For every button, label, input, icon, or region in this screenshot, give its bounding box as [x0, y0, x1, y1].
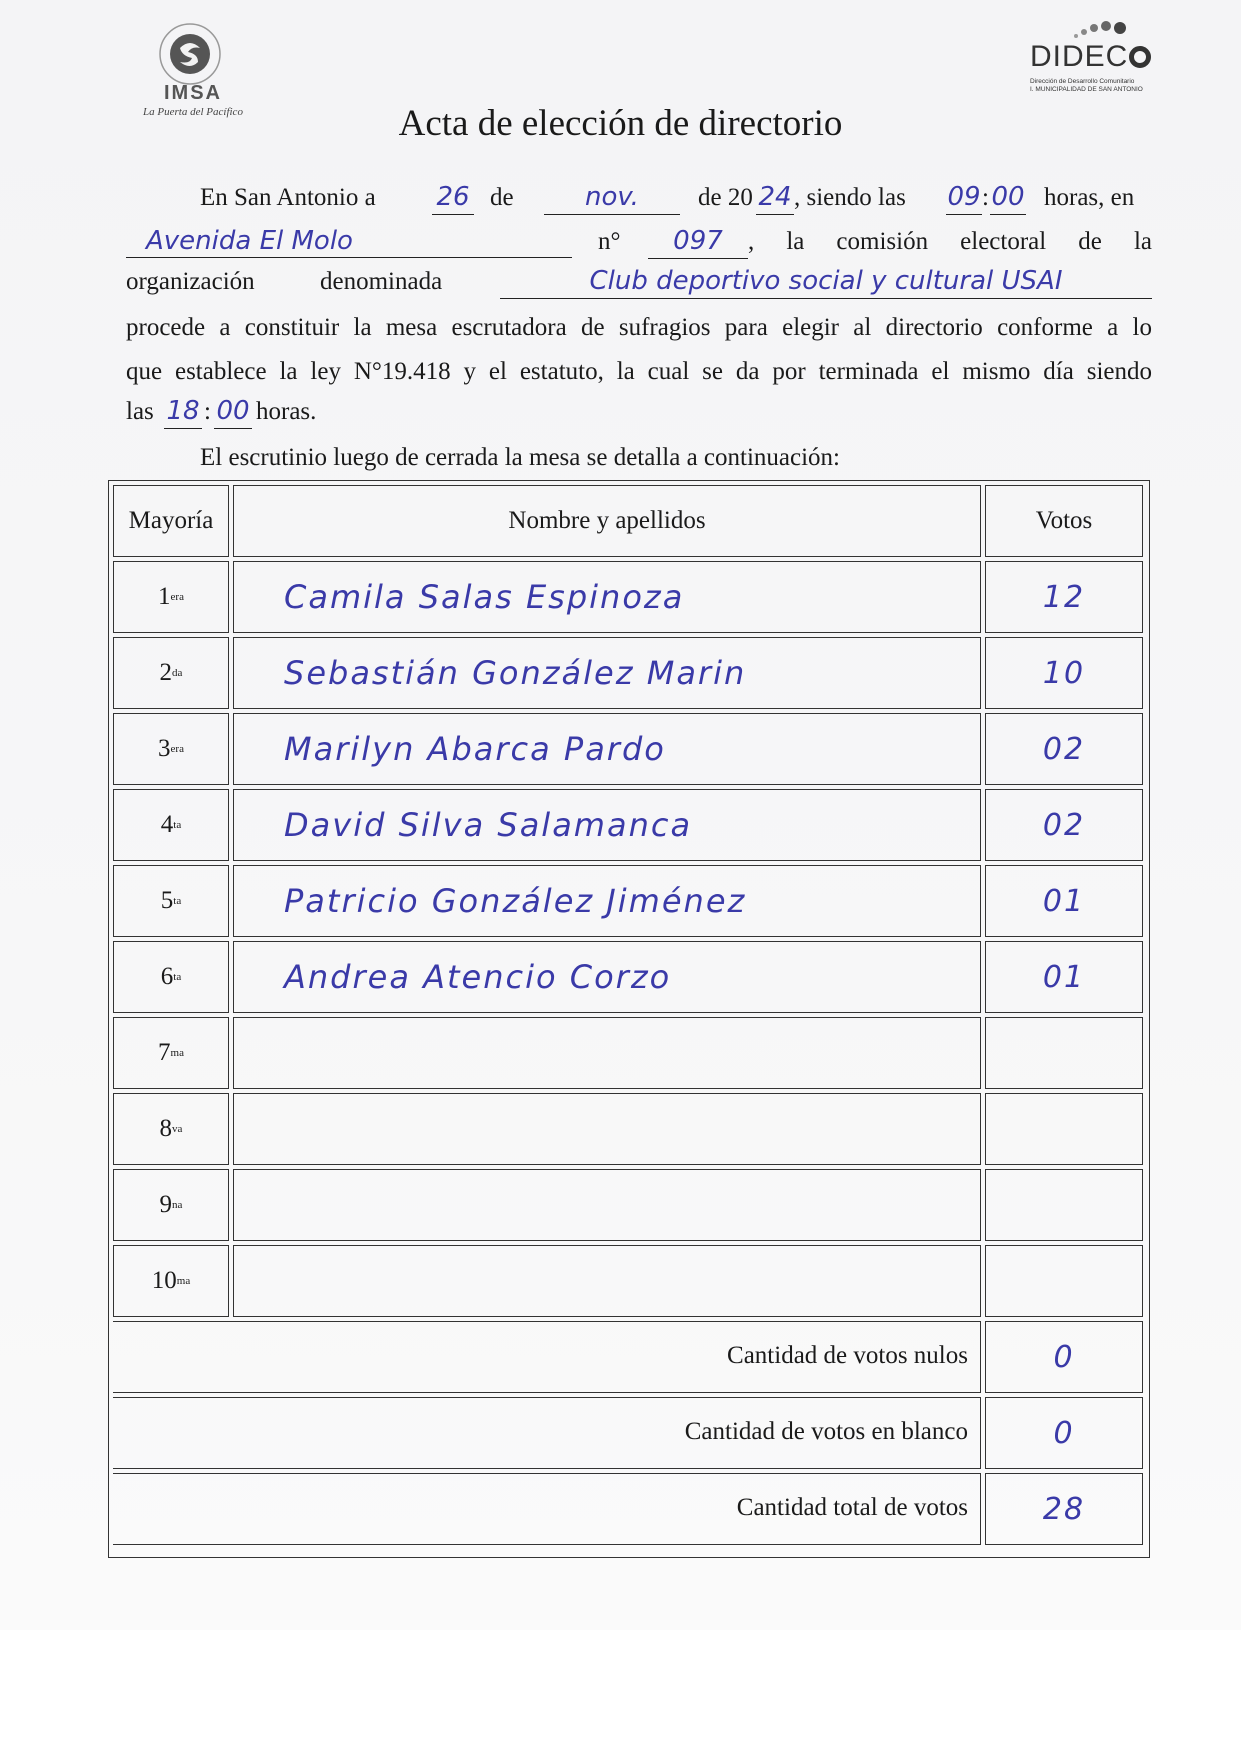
summary-label-cell	[113, 1473, 981, 1545]
rank-cell: 2 da	[113, 637, 229, 709]
name-cell: David Silva Salamanca	[233, 789, 981, 861]
summary-label: Cantidad total de votos	[736, 1494, 968, 1521]
intro-line-6: las 18 : 00 horas.	[126, 394, 1152, 430]
ring-icon	[1129, 46, 1151, 68]
dideco-logo	[1030, 18, 1160, 108]
votes-cell	[985, 1093, 1143, 1165]
summary-value-cell: 0	[985, 1397, 1143, 1469]
intro-line-1: En San Antonio a 26 de nov. de 20 24 , siendo las 09 : 00 horas, en	[126, 180, 1152, 216]
organization-name-field: Club deportivo social y cultural USAI	[500, 264, 1152, 299]
end-hour-field: 18	[164, 394, 202, 429]
intro-line-2: Avenida El Molo n° 097 , la comisión electoral de la	[126, 224, 1152, 260]
votes-cell	[985, 1169, 1143, 1241]
rank-cell: 8 va	[113, 1093, 229, 1165]
votes-cell	[985, 1017, 1143, 1089]
year-field: 24	[756, 180, 794, 215]
summary-value-cell: 28	[985, 1473, 1143, 1545]
rank-cell: 5 ta	[113, 865, 229, 937]
intro-line-5: que establece la ley N°19.418 y el estatuto, la cual se da por terminada el mismo día siendo	[126, 358, 1152, 385]
intro-line-4: procede a constituir la mesa escrutadora de sufragios para elegir al directorio conforme a lo	[126, 314, 1152, 341]
month-field: nov.	[544, 180, 680, 215]
header-votes: Votos	[985, 485, 1143, 557]
header-name: Nombre y apellidos	[233, 485, 981, 557]
street-field: Avenida El Molo	[126, 224, 572, 258]
start-minute-field: 00	[990, 180, 1026, 215]
votes-cell: 10	[985, 637, 1143, 709]
header-rank: Mayoría	[113, 485, 229, 557]
votes-cell: 01	[985, 941, 1143, 1013]
number-field: 097	[648, 224, 748, 259]
votes-cell: 01	[985, 865, 1143, 937]
intro-line-7: El escrutinio luego de cerrada la mesa se detalla a continuación:	[200, 444, 841, 471]
rank-cell: 10 ma	[113, 1245, 229, 1317]
name-cell: Andrea Atencio Corzo	[233, 941, 981, 1013]
name-cell	[233, 1169, 981, 1241]
votes-cell: 12	[985, 561, 1143, 633]
summary-label: Cantidad de votos nulos	[727, 1342, 968, 1369]
imsa-brand: IMSA	[164, 82, 222, 104]
rank-cell: 3 era	[113, 713, 229, 785]
votes-cell	[985, 1245, 1143, 1317]
intro-line-3: organización denominada Club deportivo social y cultural USAI	[126, 264, 1152, 300]
summary-value-cell: 0	[985, 1321, 1143, 1393]
name-cell: Marilyn Abarca Pardo	[233, 713, 981, 785]
name-cell	[233, 1093, 981, 1165]
rank-cell: 4 ta	[113, 789, 229, 861]
day-field: 26	[432, 180, 474, 215]
rank-cell: 6 ta	[113, 941, 229, 1013]
results-table	[108, 480, 1150, 1558]
document-title: Acta de elección de directorio	[398, 103, 843, 144]
start-hour-field: 09	[946, 180, 982, 215]
rank-cell: 7 ma	[113, 1017, 229, 1089]
dots-icon	[1070, 18, 1130, 42]
imsa-seal-icon	[158, 22, 222, 86]
rank-cell: 1 era	[113, 561, 229, 633]
name-cell: Camila Salas Espinoza	[233, 561, 981, 633]
summary-label-cell	[113, 1397, 981, 1469]
summary-label-cell	[113, 1321, 981, 1393]
rank-cell: 9 na	[113, 1169, 229, 1241]
votes-cell: 02	[985, 713, 1143, 785]
summary-label: Cantidad de votos en blanco	[684, 1418, 968, 1445]
name-cell: Sebastián González Marin	[233, 637, 981, 709]
name-cell	[233, 1245, 981, 1317]
end-minute-field: 00	[214, 394, 252, 429]
dideco-brand: DIDEC	[1030, 40, 1160, 74]
votes-cell: 02	[985, 789, 1143, 861]
dideco-subtitle: Dirección de Desarrollo Comunitario I. MUNICIPALIDAD DE SAN ANTONIO	[1030, 78, 1143, 93]
name-cell	[233, 1017, 981, 1089]
name-cell: Patricio González Jiménez	[233, 865, 981, 937]
imsa-tagline: La Puerta del Pacífico	[143, 106, 243, 118]
